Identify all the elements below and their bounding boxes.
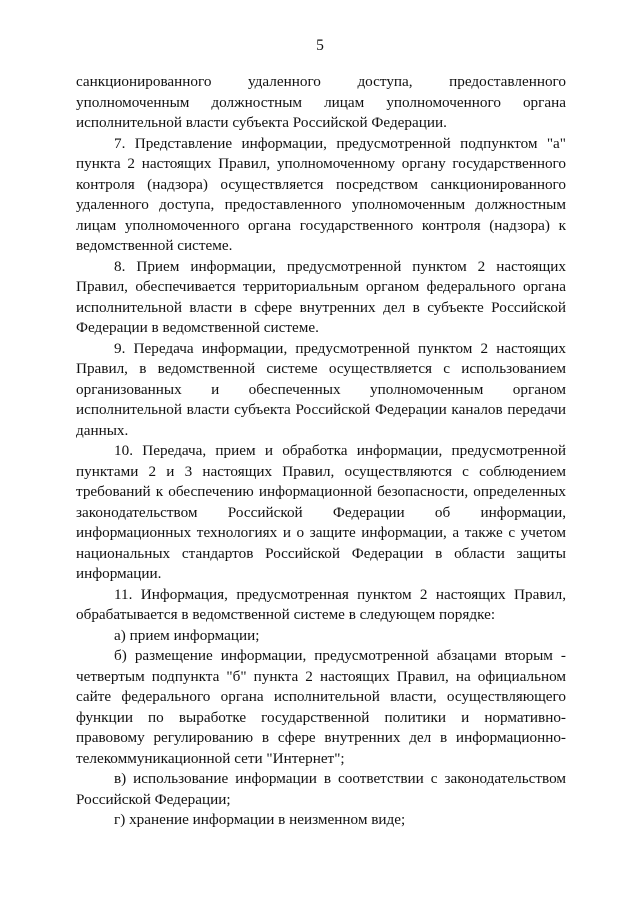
paragraph-10: 10. Передача, прием и обработка информации, предусмотренной пунктами 2 и 3 настоящих Правил, осуществляются с соблюдением требований к обеспечению информационной безопасности, определенных законодательством Российской Федерации об информации, информационных технологиях и о защите информации, а также с учетом национальных стандартов Российской Федерации в области защиты информации. bbox=[76, 442, 566, 582]
paragraph-11: 11. Информация, предусмотренная пунктом 2 настоящих Правил, обрабатывается в ведомственной системе в следующем порядке: bbox=[76, 585, 566, 623]
list-item-b: б) размещение информации, предусмотренной абзацами вторым - четвертым подпункта "б" пункта 2 настоящих Правил, на официальном сайте федерального органа исполнительной власти, осуществляющего функции по выработке государственной политики и нормативно-правовому регулированию в сфере внутренних дел в информационно-телекоммуникационной сети "Интернет"; bbox=[76, 647, 566, 767]
list-item-g: г) хранение информации в неизменном виде; bbox=[114, 811, 406, 828]
paragraph-9: 9. Передача информации, предусмотренной пунктом 2 настоящих Правил, в ведомственной системе осуществляется с использованием организованных и обеспеченных уполномоченным органом исполнительной власти субъекта Российской Федерации каналов передачи данных. bbox=[76, 339, 566, 439]
paragraph-8: 8. Прием информации, предусмотренной пунктом 2 настоящих Правил, обеспечивается территориальным органом федерального органа исполнительной власти в сфере внутренних дел в субъекте Российской Федерации в ведомственной системе. bbox=[76, 257, 566, 336]
paragraph-continuation: санкционированного удаленного доступа, предоставленного уполномоченным должностным лицам уполномоченного органа исполнительной власти субъекта Российской Федерации. bbox=[76, 73, 566, 131]
document-body bbox=[76, 72, 566, 831]
list-item-a: а) прием информации; bbox=[114, 626, 260, 644]
list-item-v: в) использование информации в соответствии с законодательством Российской Федерации; bbox=[76, 770, 566, 808]
paragraph-7: 7. Представление информации, предусмотренной подпунктом "а" пункта 2 настоящих Правил, уполномоченному органу государственного контроля (надзора) осуществляется посредством санкционированного удаленного доступа, предоставленного уполномоченным должностным лицам уполномоченного органа государственного контроля (надзора) к ведомственной системе. bbox=[76, 134, 566, 254]
page-number: 5 bbox=[316, 37, 324, 54]
